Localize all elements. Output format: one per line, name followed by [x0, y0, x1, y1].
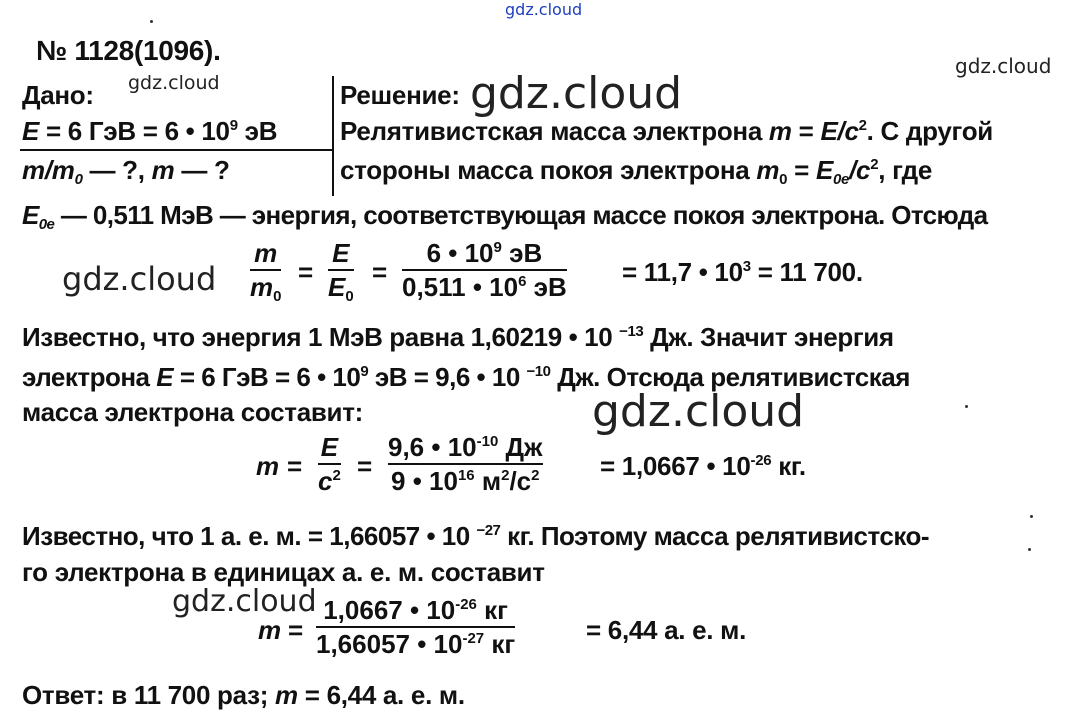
- sub: 0e: [38, 216, 55, 233]
- var-m: m: [275, 680, 298, 710]
- find-rest: — ?,: [82, 155, 152, 185]
- exp: -10: [476, 433, 499, 450]
- unit: эВ: [501, 238, 543, 268]
- exp: 9: [360, 363, 369, 380]
- formula2-eq2: =: [357, 451, 372, 481]
- unit: эВ: [526, 272, 567, 302]
- fraction-bar: [388, 463, 543, 465]
- text: — 0,511 МэВ — энергия, соответствующая массе покоя электрона. Отсюда: [54, 200, 988, 230]
- para2-line-3: масса электрона составит:: [22, 397, 364, 427]
- unit: эВ: [237, 116, 278, 146]
- find-ratio: m/m: [22, 155, 75, 185]
- given-find: [22, 155, 230, 188]
- formula2-eq1: =: [287, 451, 302, 481]
- fraction-bar: [250, 269, 281, 271]
- formula2-frac-values: [388, 432, 543, 496]
- exp: 2: [858, 117, 867, 134]
- eq: =: [787, 155, 816, 185]
- text: = 6 ГэВ = 6 • 10: [173, 362, 361, 392]
- text: эВ = 9,6 • 10: [368, 362, 527, 392]
- text: кг. Поэтому масса релятивистско-: [500, 521, 930, 551]
- text: 9 • 10: [391, 466, 458, 496]
- denominator: [250, 272, 282, 305]
- scan-speck: [150, 20, 153, 23]
- denominator: [391, 466, 539, 496]
- var-E: E: [22, 116, 40, 146]
- find-m: m: [151, 155, 175, 185]
- formula1-frac-values: [402, 238, 567, 302]
- unit: Дж: [498, 432, 543, 462]
- var: E: [328, 272, 346, 302]
- exp: 3: [742, 258, 751, 275]
- given-divider: [332, 76, 334, 196]
- problem-number: № 1128(1096).: [36, 35, 221, 66]
- text: , где: [878, 155, 932, 185]
- numerator: m: [254, 238, 278, 268]
- denominator: [318, 466, 341, 496]
- text: = 11 700.: [750, 257, 863, 287]
- numerator: [427, 238, 543, 268]
- text: Дж. Отсюда релятивистская: [550, 362, 910, 392]
- exp: -26: [455, 596, 477, 613]
- scan-speck: [1028, 548, 1031, 551]
- exp: −27: [476, 522, 501, 539]
- para2-line-2: [22, 362, 910, 392]
- var-E-over-c: E/c: [820, 116, 859, 146]
- var-E0e: E: [815, 155, 833, 185]
- unit: кг: [476, 595, 508, 625]
- formula3-result: = 6,44 а. е. м.: [586, 615, 747, 645]
- var-E: E: [156, 362, 174, 392]
- sub: 0: [779, 171, 788, 188]
- formula1-eq2: =: [372, 257, 387, 287]
- exp: 9: [493, 239, 502, 256]
- exp: 2: [531, 467, 540, 484]
- unit: кг: [484, 629, 516, 659]
- var-m: m: [768, 116, 792, 146]
- formula1-frac-E-over-E0: [328, 238, 354, 305]
- formula2-frac-E-over-c2: [318, 432, 341, 496]
- formula2-result: [600, 451, 806, 481]
- unit: /с: [509, 466, 532, 496]
- denominator: [328, 272, 354, 305]
- find-m-rest: — ?: [174, 155, 230, 185]
- text: кг.: [771, 451, 806, 481]
- para2-line-1: [22, 322, 894, 352]
- solution-line-2: [340, 155, 932, 188]
- formula1-frac-m-over-m0: [250, 238, 282, 305]
- var-m0: m: [756, 155, 780, 185]
- fraction-bar: [316, 626, 515, 628]
- text: 6 • 10: [426, 238, 494, 268]
- exp: 16: [457, 467, 475, 484]
- given-energy: [22, 116, 277, 146]
- text: 9,6 • 10: [388, 432, 477, 462]
- watermark-solution: gdz.cloud: [470, 68, 683, 119]
- sub: 0: [345, 288, 354, 305]
- var-E0e: E: [22, 200, 39, 230]
- exp: 2: [332, 467, 341, 484]
- solution-line-1: [340, 116, 993, 146]
- formula3-lhs: m: [258, 615, 281, 645]
- formula1-eq1: =: [298, 257, 313, 287]
- numerator: E: [320, 432, 339, 462]
- sub: 0e: [833, 171, 850, 188]
- numerator: [388, 432, 543, 462]
- denominator: [402, 272, 567, 302]
- exp: −13: [619, 323, 644, 340]
- numerator: [323, 595, 508, 625]
- text: = 11,7 • 10: [622, 257, 743, 287]
- exp: 6: [518, 273, 527, 290]
- text: = 1,0667 • 10: [600, 451, 751, 481]
- watermark-left-mid: gdz.cloud: [62, 260, 217, 298]
- text: . С другой: [866, 116, 993, 146]
- watermark-center: gdz.cloud: [592, 386, 805, 437]
- exp: 9: [229, 117, 238, 134]
- sub: 0: [74, 171, 83, 188]
- text: Известно, что 1 а. е. м. = 1,66057 • 10: [22, 521, 477, 551]
- formula3-frac: [316, 595, 515, 659]
- formula3-eq1: =: [288, 615, 303, 645]
- text: электрона: [22, 362, 157, 392]
- watermark-given: gdz.cloud: [128, 72, 220, 94]
- exp: −10: [526, 363, 551, 380]
- exp: -26: [750, 452, 772, 469]
- solution-line-3: [22, 200, 988, 233]
- text: стороны масса покоя электрона: [340, 155, 757, 185]
- given-label: Дано:: [22, 80, 94, 110]
- text: 1,0667 • 10: [323, 595, 456, 625]
- para3-line-1: [22, 521, 929, 551]
- answer-line: [22, 680, 465, 710]
- formula1-result: [622, 257, 863, 287]
- text: Релятивистская масса электрона: [340, 116, 769, 146]
- text: Известно, что энергия 1 МэВ равна 1,60219 • 10: [22, 322, 620, 352]
- para3-line-2: го электрона в единицах а. е. м. составит: [22, 557, 545, 587]
- text: 0,511 • 10: [402, 272, 519, 302]
- fraction-bar: [328, 269, 354, 271]
- text: = 6,44 а. е. м.: [297, 680, 465, 710]
- unit: м: [474, 466, 502, 496]
- watermark-bottom-left: gdz.cloud: [172, 584, 317, 619]
- text: 1,66057 • 10: [316, 629, 463, 659]
- var: m: [250, 272, 274, 302]
- numerator: E: [332, 238, 350, 268]
- scan-speck: [1030, 515, 1033, 518]
- exp: 2: [501, 467, 510, 484]
- solution-label: Решение:: [340, 80, 460, 110]
- text: Ответ: в 11 700 раз;: [22, 680, 276, 710]
- formula2-lhs: m: [256, 451, 279, 481]
- text: Дж. Значит энергия: [643, 322, 894, 352]
- given-energy-text: = 6 ГэВ = 6 • 10: [39, 116, 230, 146]
- var-c: /c: [849, 155, 871, 185]
- exp: -27: [462, 630, 485, 647]
- watermark-top-right: gdz.cloud: [955, 54, 1052, 78]
- sub: 0: [273, 288, 282, 305]
- denominator: [316, 629, 515, 659]
- watermark-top: gdz.cloud: [505, 0, 583, 19]
- given-underline: [20, 149, 332, 151]
- var: c: [318, 466, 333, 496]
- eq: =: [791, 116, 821, 146]
- fraction-bar: [402, 269, 567, 271]
- fraction-bar: [318, 463, 341, 465]
- exp: 2: [870, 156, 879, 173]
- scan-speck: [965, 405, 968, 408]
